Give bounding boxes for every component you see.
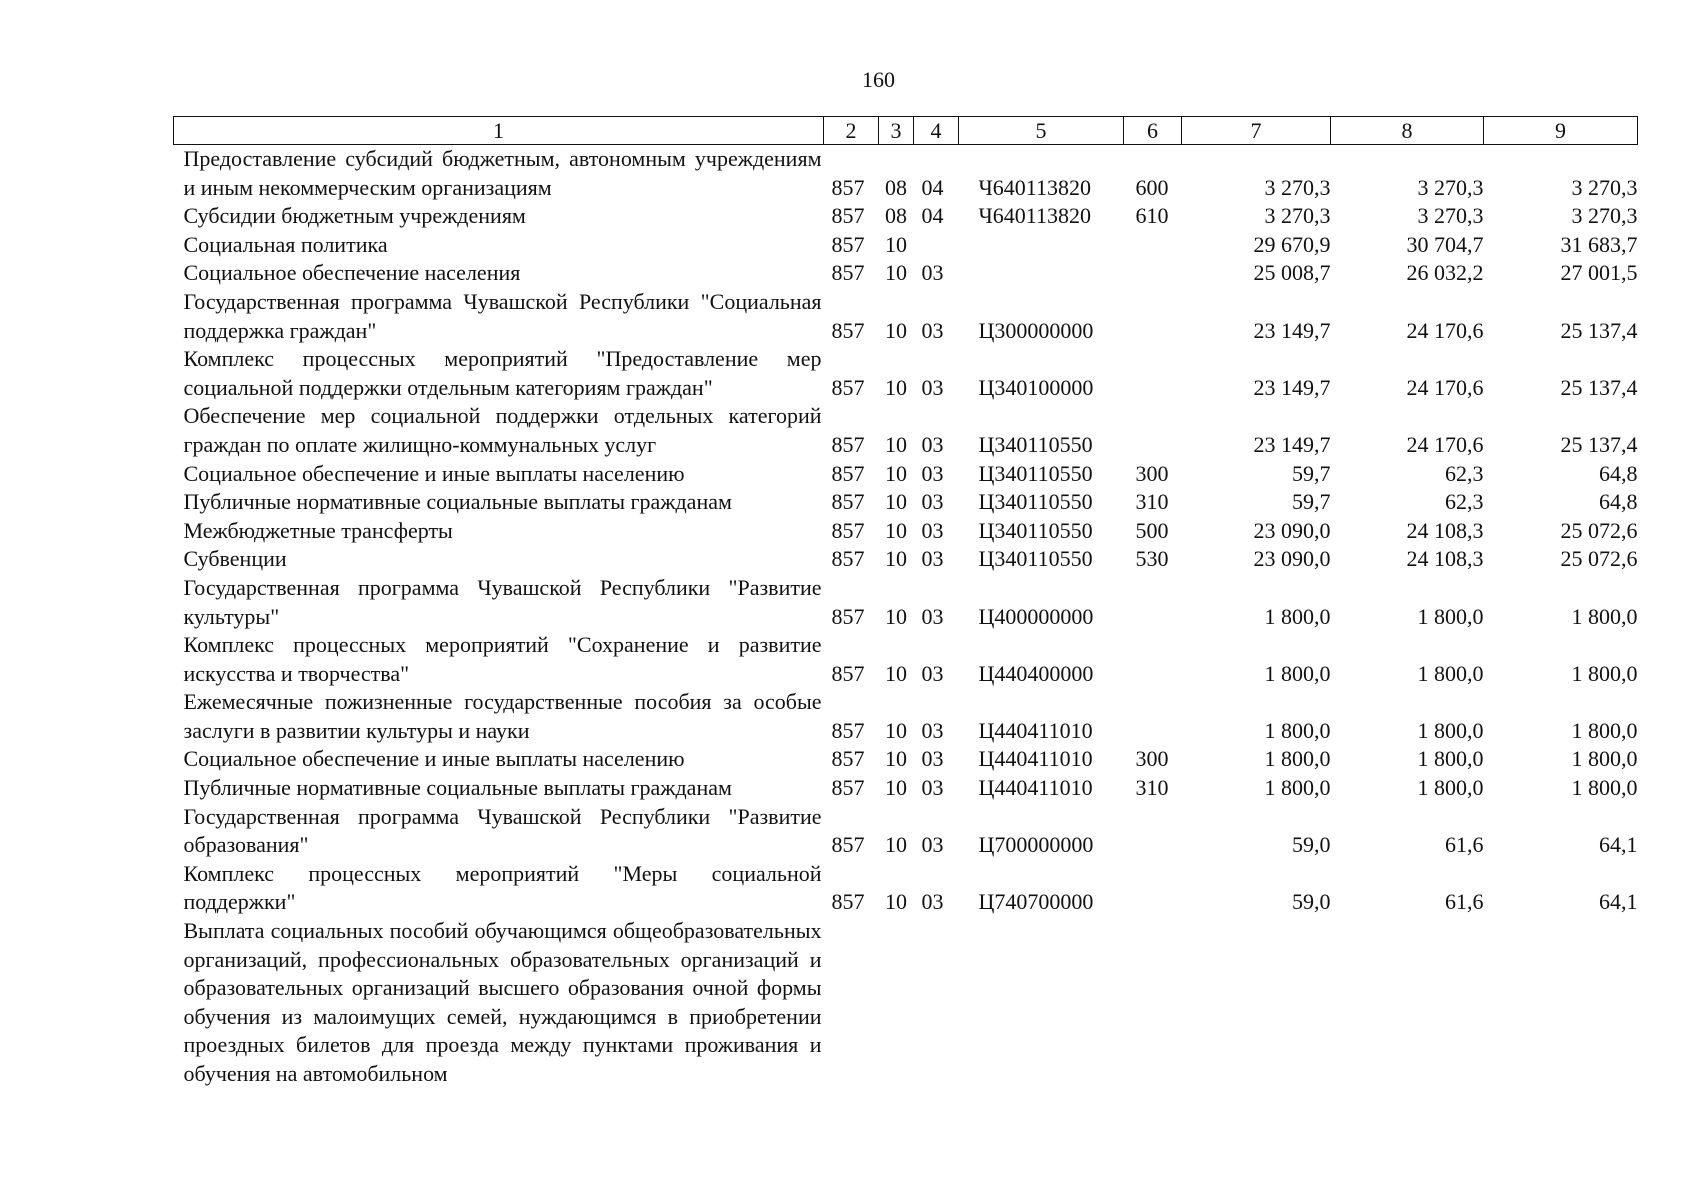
amount-year-2: 1 800,0 bbox=[1417, 746, 1484, 772]
code-section: 10 bbox=[885, 460, 907, 486]
code-expense-type bbox=[1124, 259, 1182, 288]
amount-year-3: 1 800,0 bbox=[1571, 746, 1638, 772]
row-name: Государственная программа Чувашской Республики "Социальная поддержка граждан" bbox=[183, 288, 822, 343]
column-header: 1 bbox=[174, 117, 824, 145]
row-name: Публичные нормативные социальные выплаты гражданам bbox=[183, 489, 732, 515]
code-section: 10 bbox=[885, 431, 907, 457]
row-name: Социальная политика bbox=[183, 231, 388, 257]
code-subsection bbox=[914, 917, 959, 1089]
amount-year-2: 3 270,3 bbox=[1417, 203, 1484, 229]
amount-year-3: 64,1 bbox=[1599, 832, 1638, 858]
table-row bbox=[174, 774, 1638, 803]
table-row bbox=[174, 145, 1638, 203]
code-subsection: 03 bbox=[921, 660, 944, 686]
code-section: 08 bbox=[885, 174, 907, 200]
code-expense-type: 610 bbox=[1135, 203, 1169, 229]
code-section: 10 bbox=[885, 746, 907, 772]
column-header: 8 bbox=[1331, 117, 1484, 145]
code-section: 10 bbox=[885, 775, 907, 801]
code-admin: 857 bbox=[831, 460, 865, 486]
amount-year-1: 23 149,7 bbox=[1253, 431, 1331, 457]
amount-year-3: 64,8 bbox=[1599, 489, 1638, 515]
amount-year-3: 25 072,6 bbox=[1560, 546, 1638, 572]
amount-year-3: 1 800,0 bbox=[1571, 775, 1638, 801]
code-target-article bbox=[959, 259, 1124, 288]
code-admin: 857 bbox=[831, 260, 865, 286]
code-target-article: Ц340100000 bbox=[978, 374, 1094, 400]
code-subsection: 03 bbox=[921, 889, 944, 915]
code-target-article: Ч640113820 bbox=[978, 174, 1091, 200]
code-subsection: 03 bbox=[921, 517, 944, 543]
code-target-article: Ц440411010 bbox=[978, 775, 1093, 801]
code-subsection: 03 bbox=[921, 775, 944, 801]
code-admin: 857 bbox=[831, 603, 865, 629]
amount-year-1: 1 800,0 bbox=[1264, 775, 1331, 801]
code-subsection: 03 bbox=[921, 260, 944, 286]
amount-year-1: 1 800,0 bbox=[1264, 660, 1331, 686]
table-header bbox=[174, 117, 1638, 145]
code-subsection: 03 bbox=[921, 746, 944, 772]
row-name: Комплекс процессных мероприятий "Предоставление мер социальной поддержки отдельным категориям граждан" bbox=[183, 346, 822, 400]
amount-year-3: 3 270,3 bbox=[1571, 203, 1638, 229]
table-row bbox=[174, 202, 1638, 231]
row-name: Публичные нормативные социальные выплаты гражданам bbox=[183, 775, 732, 801]
row-name: Социальное обеспечение и иные выплаты населению bbox=[183, 460, 685, 486]
amount-year-1: 1 800,0 bbox=[1264, 717, 1331, 743]
code-expense-type bbox=[1124, 688, 1182, 745]
amount-year-2: 62,3 bbox=[1445, 489, 1484, 515]
code-target-article: Ц400000000 bbox=[978, 603, 1094, 629]
code-section: 10 bbox=[885, 603, 907, 629]
table-row bbox=[174, 488, 1638, 517]
code-admin: 857 bbox=[831, 317, 865, 343]
table-row bbox=[174, 259, 1638, 288]
amount-year-1: 59,0 bbox=[1292, 889, 1331, 915]
amount-year-1: 23 149,7 bbox=[1253, 374, 1331, 400]
table-row bbox=[174, 231, 1638, 260]
code-subsection bbox=[914, 231, 959, 260]
code-admin: 857 bbox=[831, 717, 865, 743]
code-admin: 857 bbox=[831, 489, 865, 515]
code-section: 10 bbox=[885, 546, 907, 572]
amount-year-3: 25 137,4 bbox=[1560, 431, 1638, 457]
amount-year-2: 61,6 bbox=[1445, 889, 1484, 915]
table-row bbox=[174, 688, 1638, 745]
code-admin: 857 bbox=[831, 431, 865, 457]
amount-year-3: 1 800,0 bbox=[1571, 717, 1638, 743]
code-section: 10 bbox=[885, 517, 907, 543]
code-admin: 857 bbox=[831, 832, 865, 858]
code-target-article: Ц340110550 bbox=[978, 431, 1093, 457]
amount-year-2: 24 170,6 bbox=[1406, 317, 1484, 343]
amount-year-1: 3 270,3 bbox=[1264, 203, 1331, 229]
amount-year-2: 62,3 bbox=[1445, 460, 1484, 486]
row-name: Межбюджетные трансферты bbox=[183, 517, 453, 543]
code-admin: 857 bbox=[831, 546, 865, 572]
code-target-article: Ч640113820 bbox=[978, 203, 1091, 229]
column-header: 3 bbox=[879, 117, 914, 145]
table-row bbox=[174, 574, 1638, 631]
amount-year-3: 25 137,4 bbox=[1560, 374, 1638, 400]
code-expense-type: 300 bbox=[1135, 460, 1169, 486]
code-target-article: Ц440411010 bbox=[978, 746, 1093, 772]
code-admin bbox=[824, 917, 879, 1089]
amount-year-3: 3 270,3 bbox=[1571, 174, 1638, 200]
code-target-article: Ц340110550 bbox=[978, 460, 1093, 486]
amount-year-2: 26 032,2 bbox=[1406, 260, 1484, 286]
code-target-article: Ц700000000 bbox=[978, 832, 1094, 858]
code-target-article: Ц440411010 bbox=[978, 717, 1093, 743]
row-name: Выплата социальных пособий обучающимся общеобразовательных организаций, профессиональных образовательных организаций и образовательных организаций высшего образования очной формы обучения из малоимущих семей, нуждающимся в приобретении проездных билетов для проезда между пунктами проживания и обучения на автомобильном bbox=[183, 918, 822, 1086]
code-expense-type: 530 bbox=[1135, 546, 1169, 572]
code-section: 10 bbox=[885, 717, 907, 743]
code-section: 10 bbox=[885, 660, 907, 686]
code-admin: 857 bbox=[831, 374, 865, 400]
code-expense-type bbox=[1124, 803, 1182, 860]
amount-year-1: 59,7 bbox=[1292, 489, 1331, 515]
table-row bbox=[174, 288, 1638, 345]
code-expense-type: 310 bbox=[1135, 775, 1169, 801]
code-subsection: 04 bbox=[921, 203, 944, 229]
column-header: 2 bbox=[824, 117, 879, 145]
table-row bbox=[174, 460, 1638, 489]
code-subsection: 03 bbox=[921, 374, 944, 400]
amount-year-1: 29 670,9 bbox=[1253, 231, 1331, 257]
code-section bbox=[879, 917, 914, 1089]
code-subsection: 04 bbox=[921, 174, 944, 200]
amount-year-3: 31 683,7 bbox=[1560, 231, 1638, 257]
code-subsection: 03 bbox=[921, 832, 944, 858]
column-header: 4 bbox=[914, 117, 959, 145]
code-admin: 857 bbox=[831, 174, 865, 200]
row-name: Комплекс процессных мероприятий "Сохранение и развитие искусства и творчества" bbox=[183, 632, 822, 686]
amount-year-2: 1 800,0 bbox=[1417, 660, 1484, 686]
amount-year-1 bbox=[1182, 917, 1331, 1089]
code-section: 08 bbox=[885, 203, 907, 229]
amount-year-1: 23 090,0 bbox=[1253, 546, 1331, 572]
row-name: Социальное обеспечение населения bbox=[183, 260, 521, 286]
amount-year-1: 23 149,7 bbox=[1253, 317, 1331, 343]
code-expense-type bbox=[1124, 231, 1182, 260]
table-row bbox=[174, 402, 1638, 459]
row-name: Государственная программа Чувашской Республики "Развитие образования" bbox=[183, 803, 822, 858]
table-row bbox=[174, 917, 1638, 1089]
code-target-article: Ц340110550 bbox=[978, 517, 1093, 543]
budget-table bbox=[173, 116, 1638, 1089]
amount-year-1: 1 800,0 bbox=[1264, 746, 1331, 772]
code-subsection: 03 bbox=[921, 460, 944, 486]
row-name: Государственная программа Чувашской Республики "Развитие культуры" bbox=[183, 574, 822, 629]
code-target-article bbox=[959, 231, 1124, 260]
amount-year-3: 25 137,4 bbox=[1560, 317, 1638, 343]
row-name: Субсидии бюджетным учреждениям bbox=[183, 203, 526, 229]
code-target-article: Ц440400000 bbox=[978, 660, 1094, 686]
code-expense-type bbox=[1124, 345, 1182, 402]
code-expense-type: 600 bbox=[1135, 174, 1169, 200]
amount-year-1: 1 800,0 bbox=[1264, 603, 1331, 629]
code-subsection: 03 bbox=[921, 546, 944, 572]
amount-year-3: 27 001,5 bbox=[1560, 260, 1638, 286]
amount-year-2: 1 800,0 bbox=[1417, 717, 1484, 743]
table-row bbox=[174, 631, 1638, 688]
table-body bbox=[174, 145, 1638, 1089]
amount-year-1: 25 008,7 bbox=[1253, 260, 1331, 286]
page-number: 160 bbox=[862, 67, 895, 92]
code-subsection: 03 bbox=[921, 317, 944, 343]
row-name: Социальное обеспечение и иные выплаты населению bbox=[183, 746, 685, 772]
amount-year-2: 24 108,3 bbox=[1406, 546, 1484, 572]
amount-year-3: 1 800,0 bbox=[1571, 603, 1638, 629]
amount-year-2: 30 704,7 bbox=[1406, 231, 1484, 257]
amount-year-3: 64,8 bbox=[1599, 460, 1638, 486]
amount-year-3 bbox=[1484, 917, 1638, 1089]
column-header: 9 bbox=[1484, 117, 1638, 145]
amount-year-1: 23 090,0 bbox=[1253, 517, 1331, 543]
amount-year-2: 3 270,3 bbox=[1417, 174, 1484, 200]
code-admin: 857 bbox=[831, 203, 865, 229]
code-admin: 857 bbox=[831, 775, 865, 801]
code-expense-type bbox=[1124, 402, 1182, 459]
table-row bbox=[174, 745, 1638, 774]
table-row bbox=[174, 545, 1638, 574]
code-expense-type bbox=[1124, 288, 1182, 345]
code-section: 10 bbox=[885, 374, 907, 400]
code-admin: 857 bbox=[831, 746, 865, 772]
row-name: Предоставление субсидий бюджетным, автономным учреждениям и иным некоммерческим организациям bbox=[183, 146, 822, 200]
code-expense-type bbox=[1124, 574, 1182, 631]
amount-year-1: 59,7 bbox=[1292, 460, 1331, 486]
amount-year-1: 3 270,3 bbox=[1264, 174, 1331, 200]
code-admin: 857 bbox=[831, 517, 865, 543]
code-target-article: Ц340110550 bbox=[978, 546, 1093, 572]
amount-year-2: 24 108,3 bbox=[1406, 517, 1484, 543]
code-expense-type bbox=[1124, 917, 1182, 1089]
code-expense-type: 310 bbox=[1135, 489, 1169, 515]
code-expense-type bbox=[1124, 631, 1182, 688]
amount-year-2: 1 800,0 bbox=[1417, 603, 1484, 629]
amount-year-2: 24 170,6 bbox=[1406, 431, 1484, 457]
code-target-article: Ц300000000 bbox=[978, 317, 1094, 343]
table-row bbox=[174, 803, 1638, 860]
amount-year-3: 1 800,0 bbox=[1571, 660, 1638, 686]
amount-year-1: 59,0 bbox=[1292, 832, 1331, 858]
code-expense-type: 500 bbox=[1135, 517, 1169, 543]
amount-year-2: 24 170,6 bbox=[1406, 374, 1484, 400]
code-expense-type: 300 bbox=[1135, 746, 1169, 772]
row-name: Субвенции bbox=[183, 546, 287, 572]
table-row bbox=[174, 517, 1638, 546]
code-subsection: 03 bbox=[921, 489, 944, 515]
code-subsection: 03 bbox=[921, 717, 944, 743]
code-section: 10 bbox=[885, 231, 907, 257]
code-admin: 857 bbox=[831, 889, 865, 915]
code-section: 10 bbox=[885, 889, 907, 915]
amount-year-2 bbox=[1331, 917, 1484, 1089]
amount-year-3: 64,1 bbox=[1599, 889, 1638, 915]
code-admin: 857 bbox=[831, 660, 865, 686]
table-row bbox=[174, 345, 1638, 402]
column-header: 6 bbox=[1124, 117, 1182, 145]
code-section: 10 bbox=[885, 260, 907, 286]
code-subsection: 03 bbox=[921, 431, 944, 457]
row-name: Ежемесячные пожизненные государственные пособия за особые заслуги в развитии культуры и науки bbox=[183, 689, 822, 743]
code-target-article: Ц740700000 bbox=[978, 889, 1094, 915]
code-target-article: Ц340110550 bbox=[978, 489, 1093, 515]
code-section: 10 bbox=[885, 832, 907, 858]
amount-year-2: 61,6 bbox=[1445, 832, 1484, 858]
code-admin: 857 bbox=[831, 231, 865, 257]
column-header: 5 bbox=[959, 117, 1124, 145]
column-header: 7 bbox=[1182, 117, 1331, 145]
row-name: Комплекс процессных мероприятий "Меры социальной поддержки" bbox=[183, 860, 822, 915]
code-section: 10 bbox=[885, 489, 907, 515]
code-section: 10 bbox=[885, 317, 907, 343]
row-name: Обеспечение мер социальной поддержки отдельных категорий граждан по оплате жилищно-коммунальных услуг bbox=[183, 403, 822, 457]
code-expense-type bbox=[1124, 860, 1182, 917]
amount-year-2: 1 800,0 bbox=[1417, 775, 1484, 801]
table-row bbox=[174, 860, 1638, 917]
amount-year-3: 25 072,6 bbox=[1560, 517, 1638, 543]
code-subsection: 03 bbox=[921, 603, 944, 629]
code-target-article bbox=[959, 917, 1124, 1089]
